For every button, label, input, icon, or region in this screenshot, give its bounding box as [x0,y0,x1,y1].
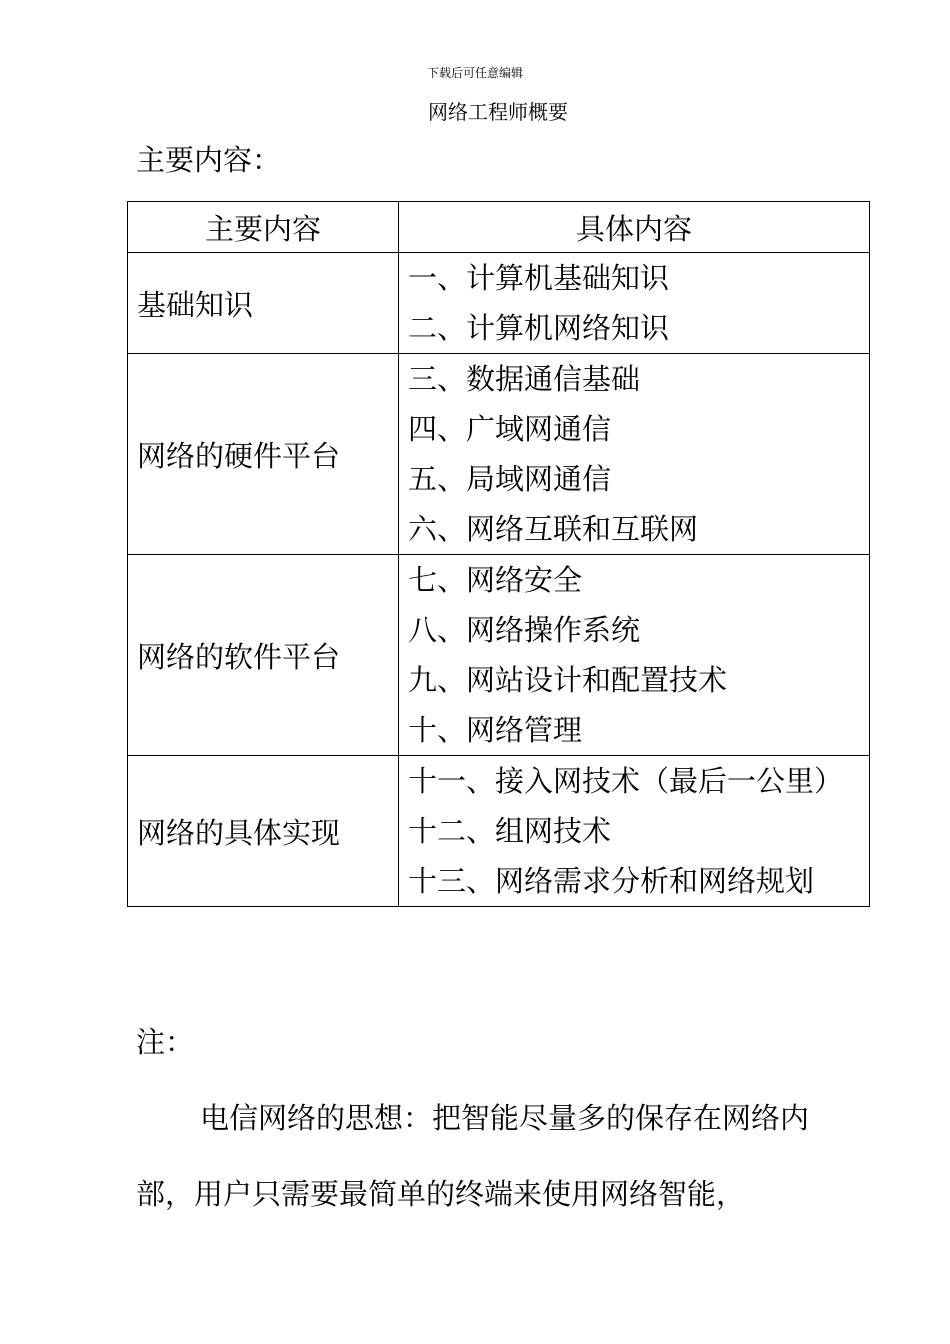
detail-item: 九、网站设计和配置技术 [408,663,728,697]
detail-item: 十三、网络需求分析和网络规划 [408,864,815,898]
detail-item: 八、网络操作系统 [408,613,641,647]
row-main-topic: 网络的软件平台 [128,555,399,756]
table-row [128,555,870,756]
detail-item: 七、网络安全 [408,563,583,597]
note-paragraph: 电信网络的思想：把智能尽量多的保存在网络内部，用户只需要最简单的终端来使用网络智能， [136,1101,810,1211]
detail-item: 二、计算机网络知识 [408,311,670,345]
detail-item: 四、广域网通信 [408,412,612,446]
detail-item: 十二、组网技术 [408,814,612,848]
document-title: 网络工程师概要 [428,100,568,124]
row-detail-list [399,354,870,555]
detail-item: 一、计算机基础知识 [408,261,670,295]
table-header-row [128,202,870,253]
detail-item: 十一、接入网技术（最后一公里） [408,764,844,798]
table-row [128,253,870,354]
column-header-detail: 具体内容 [399,202,870,253]
row-detail-list [399,555,870,756]
content-table [127,201,870,907]
row-main-topic: 网络的具体实现 [128,756,399,907]
column-header-main: 主要内容 [128,202,399,253]
detail-item: 三、数据通信基础 [408,362,641,396]
page-header: 下载后可任意编辑 [426,66,523,80]
row-main-topic: 基础知识 [128,253,399,354]
section-heading: 主要内容： [136,143,282,177]
table-row [128,756,870,907]
detail-item: 五、局域网通信 [408,462,612,496]
row-main-topic: 网络的硬件平台 [128,354,399,555]
row-detail-list [399,253,870,354]
row-detail-list [399,756,870,907]
table-row [128,354,870,555]
detail-item: 十、网络管理 [408,713,583,747]
detail-item: 六、网络互联和互联网 [408,512,699,546]
note-label: 注： [136,1025,195,1059]
